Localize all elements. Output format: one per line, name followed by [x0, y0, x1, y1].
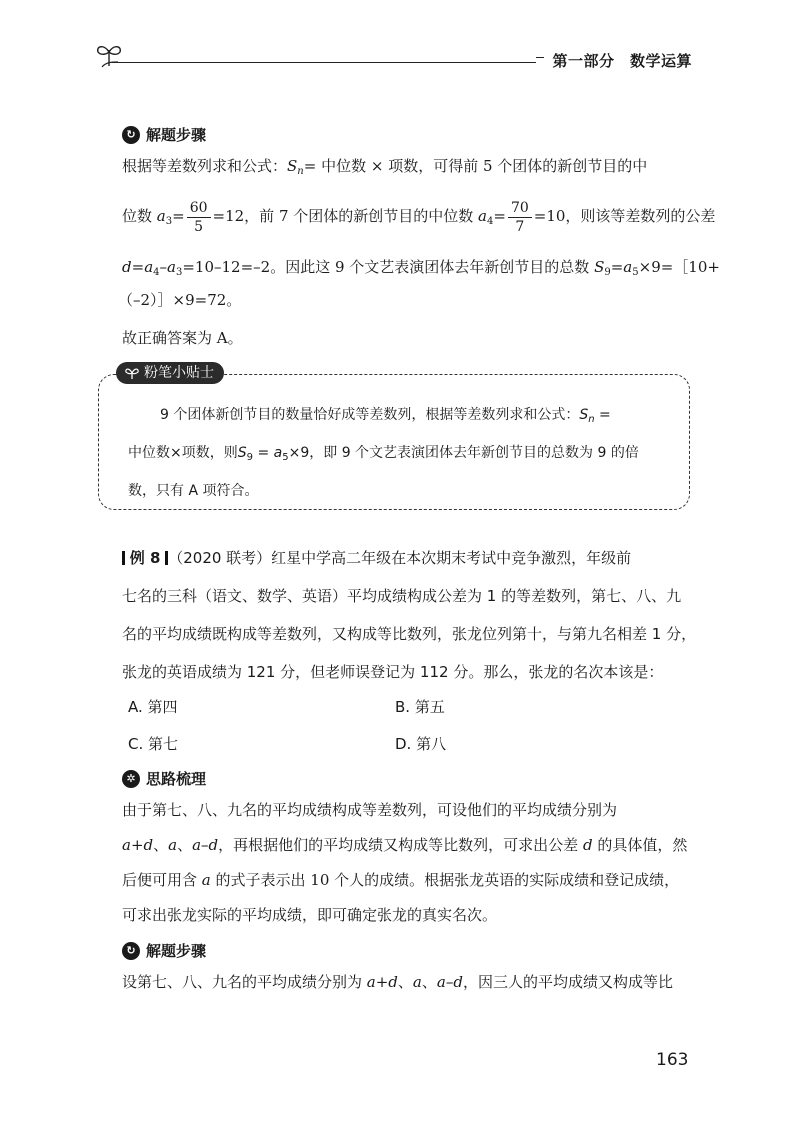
answer-line: 故正确答案为 A。 — [122, 329, 243, 347]
sprout-icon — [124, 366, 140, 380]
steps-icon: ↻ — [122, 126, 140, 144]
option-a: A. 第四 — [128, 698, 178, 716]
section-heading-text: 解题步骤 — [146, 942, 207, 960]
paragraph-line: 根据等差数列求和公式：$S_n=$ 中位数 × 项数，可得前 5 个团体的新创节目的中 — [122, 157, 648, 177]
paragraph-line: 位数 $a_3=$ $\frac{60}{5}$ =12，前 7 个团体的新创节目的中位数 $a_4=$ $\frac{70}{7}$ =10，则该等差数列的公差 — [122, 199, 716, 235]
option-d: D. 第八 — [395, 735, 447, 753]
question-line: 名的平均成绩既构成等差数列，又构成等比数列，张龙位列第十，与第九名相差 1 分， — [122, 625, 697, 643]
paragraph-line: $d=a_4-a_3=10-12=-2$。因此这 9 个文艺表演团体去年新创节目的总数 $S_9=a_5\times 9=[10+$ — [122, 258, 720, 278]
section-heading-thoughts — [122, 768, 206, 789]
tag-bar — [122, 551, 125, 565]
steps-icon: ↻ — [122, 942, 140, 960]
running-header: 第一部分 数学运算 — [552, 52, 692, 70]
question-line: 张龙的英语成绩为 121 分，但老师误登记为 112 分。那么，张龙的名次本该是： — [122, 663, 664, 681]
page-number: 163 — [656, 1050, 689, 1070]
tip-line: 数，只有 A 项符合。 — [128, 483, 259, 499]
header-rule — [112, 62, 536, 63]
fraction: $\frac{70}{7}$ — [508, 199, 532, 236]
paragraph-line: 后便可用含 a 的式子表示出 10 个人的成绩。根据张龙英语的实际成绩和登记成绩， — [122, 871, 680, 889]
section-heading-steps — [122, 940, 206, 961]
paragraph-line: 可求出张龙实际的平均成绩，即可确定张龙的真实名次。 — [122, 906, 498, 924]
paragraph-line: 设第七、八、九名的平均成绩分别为 a+d、a、a–d，因三人的平均成绩又构成等比 — [122, 973, 673, 991]
tip-label-text: 粉笔小贴士 — [144, 365, 214, 381]
paragraph-line: 由于第七、八、九名的平均成绩构成等差数列，可设他们的平均成绩分别为 — [122, 801, 618, 819]
tip-label — [116, 362, 224, 384]
tip-line: 中位数×项数，则$S_9 = a_5\times 9$，即 9 个文艺表演团体去年新创节目的总数为 9 的倍 — [128, 445, 639, 463]
option-b: B. 第五 — [395, 698, 445, 716]
section-heading-text: 思路梳理 — [146, 770, 207, 788]
sprout-icon — [92, 40, 126, 68]
section-heading-text: 解题步骤 — [146, 126, 207, 144]
fraction: $\frac{60}{5}$ — [187, 199, 211, 236]
question-line: 例 8 （2020 联考）红星中学高二年级在本次期末考试中竞争激烈，年级前 — [122, 547, 631, 568]
tip-line: 9 个团体新创节目的数量恰好成等差数列，根据等差数列求和公式：$S_n$ = — [160, 407, 611, 425]
paragraph-line: a+d、a、a–d，再根据他们的平均成绩又构成等比数列，可求出公差 d 的具体值，然 — [122, 836, 688, 854]
section-heading-steps — [122, 124, 206, 145]
option-c: C. 第七 — [128, 735, 179, 753]
header-rule-tick — [536, 57, 544, 58]
question-line: 七名的三科（语文、数学、英语）平均成绩构成公差为 1 的等差数列，第七、八、九 — [122, 587, 682, 605]
question-tag: 例 8 — [129, 549, 161, 567]
thought-icon: ✲ — [122, 770, 140, 788]
paragraph-line: （–2）］×9=72。 — [118, 291, 242, 309]
